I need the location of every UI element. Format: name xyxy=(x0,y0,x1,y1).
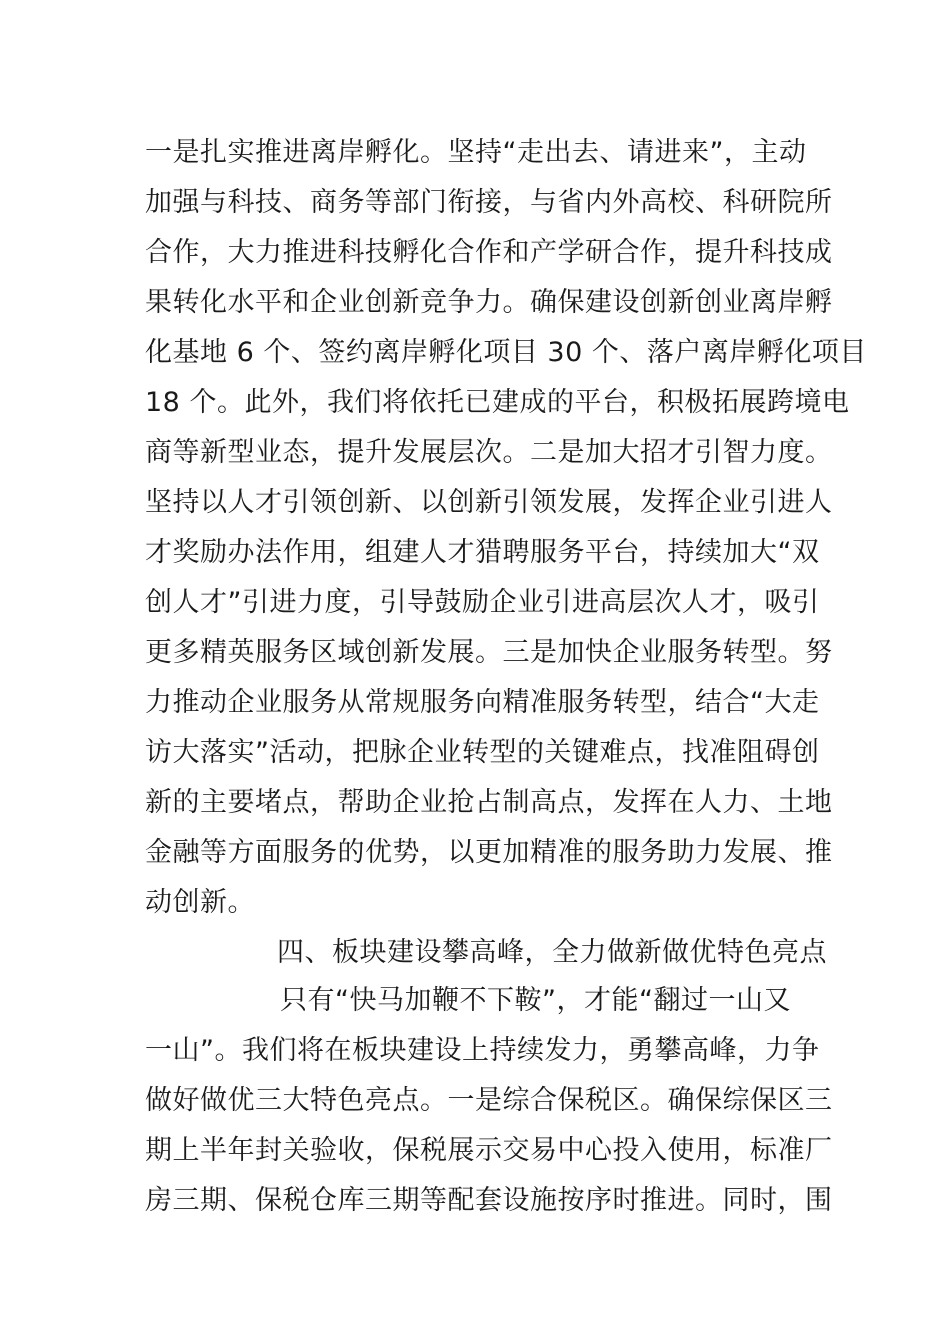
paragraph-line: 金融等方面服务的优势，以更加精准的服务助力发展、推 xyxy=(145,837,833,868)
paragraph-line: 期上半年封关验收，保税展示交易中心投入使用，标准厂 xyxy=(145,1135,833,1166)
paragraph-line: 化基地 6 个、签约离岸孵化项目 30 个、落户离岸孵化项目 xyxy=(145,337,867,368)
paragraph-line: 房三期、保税仓库三期等配套设施按序时推进。同时，围 xyxy=(145,1185,833,1216)
paragraph-line: 只有“快马加鞭不下鞍”，才能“翻过一山又 xyxy=(280,985,791,1016)
paragraph-line: 更多精英服务区域创新发展。三是加快企业服务转型。努 xyxy=(145,637,833,668)
paragraph-line: 18 个。此外，我们将依托已建成的平台，积极拓展跨境电 xyxy=(145,387,850,418)
paragraph-line: 访大落实”活动，把脉企业转型的关键难点，找准阻碍创 xyxy=(145,737,820,768)
paragraph-line: 一是扎实推进离岸孵化。坚持“走出去、请进来”，主动 xyxy=(145,137,807,168)
paragraph-line: 果转化水平和企业创新竞争力。确保建设创新创业离岸孵 xyxy=(145,287,833,318)
paragraph-line: 合作，大力推进科技孵化合作和产学研合作，提升科技成 xyxy=(145,237,833,268)
paragraph-line: 才奖励办法作用，组建人才猎聘服务平台，持续加大“双 xyxy=(145,537,820,568)
section-heading: 四、板块建设攀高峰，全力做新做优特色亮点 xyxy=(277,937,827,968)
paragraph-line: 新的主要堵点，帮助企业抢占制高点，发挥在人力、土地 xyxy=(145,787,833,818)
paragraph-line: 一山”。我们将在板块建设上持续发力，勇攀高峰，力争 xyxy=(145,1035,820,1066)
paragraph-line: 创人才”引进力度，引导鼓励企业引进高层次人才，吸引 xyxy=(145,587,820,618)
paragraph-line: 力推动企业服务从常规服务向精准服务转型，结合“大走 xyxy=(145,687,820,718)
paragraph-line: 商等新型业态，提升发展层次。二是加大招才引智力度。 xyxy=(145,437,833,468)
paragraph-line: 坚持以人才引领创新、以创新引领发展，发挥企业引进人 xyxy=(145,487,833,518)
paragraph-line: 做好做优三大特色亮点。一是综合保税区。确保综保区三 xyxy=(145,1085,833,1116)
paragraph-line: 加强与科技、商务等部门衔接，与省内外高校、科研院所 xyxy=(145,187,833,218)
paragraph-line: 动创新。 xyxy=(145,887,255,918)
